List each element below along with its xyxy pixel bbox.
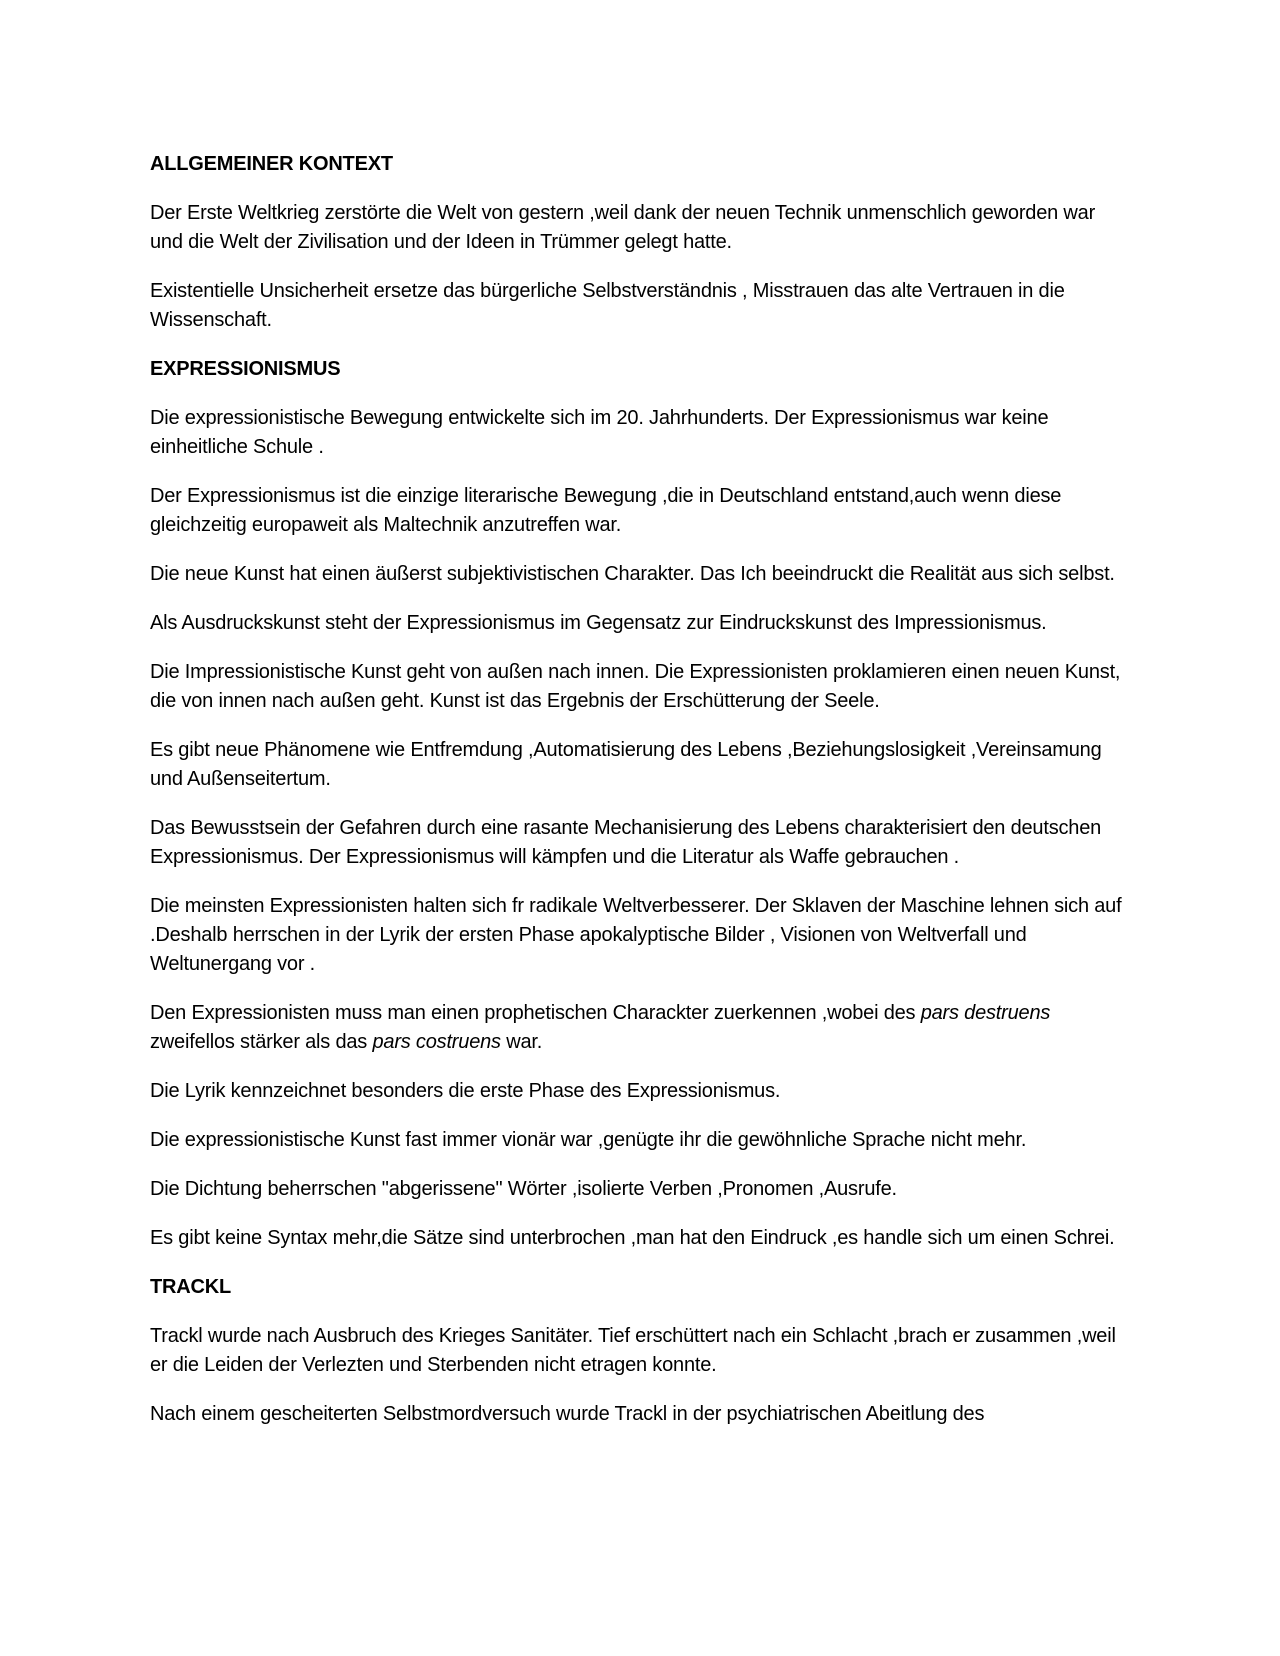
paragraph: Das Bewusstsein der Gefahren durch eine rasante Mechanisierung des Lebens charakterisiert den deutschen Expressionismus. Der Expressionismus will kämpfen und die Literatur als Waffe gebrauchen .	[150, 817, 1102, 868]
section-heading-expressionismus: EXPRESSIONISMUS	[150, 358, 341, 380]
section-heading-trackl: TRACKL	[150, 1276, 232, 1298]
text-run: Den Expressionisten muss man einen prophetischen Charackter zuerkennen ,wobei des	[150, 1002, 921, 1024]
text-run: zweifellos stärker als das	[150, 1031, 373, 1053]
paragraph: Trackl wurde nach Ausbruch des Krieges Sanitäter. Tief erschüttert nach ein Schlacht ,brach er zusammen ,weil er die Leiden der Verlezten und Sterbenden nicht etragen konnte.	[150, 1325, 1116, 1376]
paragraph: Als Ausdruckskunst steht der Expressionismus im Gegensatz zur Eindruckskunst des Impressionismus.	[150, 612, 1047, 634]
italic-term: pars costruens	[372, 1031, 501, 1053]
paragraph: Die Lyrik kennzeichnet besonders die erste Phase des Expressionismus.	[150, 1080, 781, 1102]
paragraph: Der Expressionismus ist die einzige literarische Bewegung ,die in Deutschland entstand,auch wenn diese gleichzeitig europaweit als Maltechnik anzutreffen war.	[150, 485, 1062, 536]
section-heading-kontext: ALLGEMEINER KONTEXT	[150, 153, 393, 175]
italic-term: pars destruens	[920, 1002, 1051, 1024]
document-page	[150, 150, 1130, 1449]
paragraph: Es gibt neue Phänomene wie Entfremdung ,Automatisierung des Lebens ,Beziehungslosigkeit ,Vereinsamung und Außenseitertum.	[150, 739, 1102, 790]
text-run: war.	[500, 1031, 543, 1053]
paragraph: Es gibt keine Syntax mehr,die Sätze sind unterbrochen ,man hat den Eindruck ,es handle sich um einen Schrei.	[150, 1227, 1115, 1249]
paragraph: Nach einem gescheiterten Selbstmordversuch wurde Trackl in der psychiatrischen Abeitlung des	[150, 1403, 985, 1425]
paragraph: Die Dichtung beherrschen "abgerissene" Wörter ,isolierte Verben ,Pronomen ,Ausrufe.	[150, 1178, 897, 1200]
paragraph-with-italics	[150, 999, 1130, 1057]
paragraph: Die meinsten Expressionisten halten sich fr radikale Weltverbesserer. Der Sklaven der Maschine lehnen sich auf .Deshalb herrschen in der Lyrik der ersten Phase apokalyptische Bilder , Visionen von Weltverfall und Weltunergang vor .	[150, 895, 1122, 975]
paragraph: Der Erste Weltkrieg zerstörte die Welt von gestern ,weil dank der neuen Technik unmenschlich geworden war und die Welt der Zivilisation und der Ideen in Trümmer gelegt hatte.	[150, 202, 1096, 253]
paragraph: Die expressionistische Bewegung entwickelte sich im 20. Jahrhunderts. Der Expressionismus war keine einheitliche Schule .	[150, 407, 1049, 458]
paragraph: Die expressionistische Kunst fast immer vionär war ,genügte ihr die gewöhnliche Sprache nicht mehr.	[150, 1129, 1027, 1151]
paragraph: Existentielle Unsicherheit ersetze das bürgerliche Selbstverständnis , Misstrauen das alte Vertrauen in die Wissenschaft.	[150, 280, 1065, 331]
paragraph: Die neue Kunst hat einen äußerst subjektivistischen Charakter. Das Ich beeindruckt die Realität aus sich selbst.	[150, 563, 1115, 585]
paragraph: Die Impressionistische Kunst geht von außen nach innen. Die Expressionisten proklamieren einen neuen Kunst, die von innen nach außen geht. Kunst ist das Ergebnis der Erschütterung der Seele.	[150, 661, 1121, 712]
